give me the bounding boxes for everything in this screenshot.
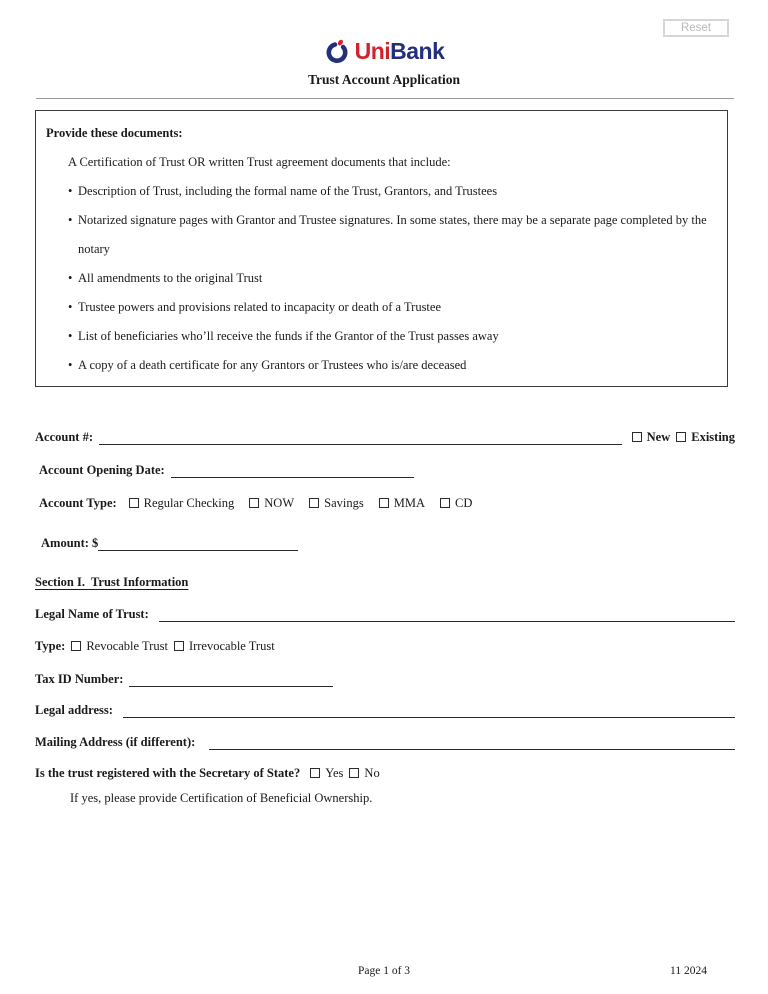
unibank-logo-text	[355, 38, 445, 65]
existing-label: Existing	[691, 429, 735, 444]
section1-heading-row	[35, 574, 735, 590]
page-footer	[0, 965, 768, 977]
documents-box	[35, 110, 728, 387]
brand-uni: Uni	[354, 37, 391, 64]
bullet-icon: •	[68, 299, 73, 314]
unibank-logo	[324, 37, 445, 65]
bullet-text: List of beneficiaries who’ll receive the funds if the Grantor of the Trust passes away	[78, 328, 499, 343]
regular-checking-option	[129, 495, 235, 511]
mma-checkbox[interactable]	[379, 498, 389, 508]
account-opening-date-label: Account Opening Date:	[39, 462, 165, 477]
existing-checkbox[interactable]	[676, 432, 686, 442]
document-bullet	[46, 351, 715, 380]
revocable-label: Revocable Trust	[86, 638, 168, 653]
bullet-text: Trustee powers and provisions related to incapacity or death of a Trustee	[78, 299, 442, 314]
bullet-icon: •	[68, 270, 73, 285]
revision-date: 11 2024	[670, 965, 707, 977]
registered-question-label: Is the trust registered with the Secretary of State?	[35, 765, 301, 780]
page-header	[0, 0, 768, 99]
cd-option	[440, 495, 472, 511]
tax-id-label: Tax ID Number:	[35, 671, 124, 686]
mailing-address-field[interactable]	[209, 737, 735, 750]
amount-label: Amount: $	[41, 535, 99, 550]
account-number-field[interactable]	[99, 432, 622, 445]
irrevocable-checkbox[interactable]	[174, 641, 184, 651]
form-area	[35, 429, 735, 806]
legal-name-row	[35, 606, 735, 622]
account-type-row	[39, 495, 735, 511]
section1-heading: Section I. Trust Information	[35, 574, 189, 589]
if-yes-note: If yes, please provide Certification of Beneficial Ownership.	[70, 790, 373, 805]
account-number-row	[35, 429, 735, 445]
account-opening-date-row	[39, 462, 735, 478]
documents-intro: A Certification of Trust OR written Trust agreement documents that include:	[68, 154, 451, 169]
no-label: No	[364, 765, 380, 780]
mma-option	[379, 495, 425, 511]
cd-checkbox[interactable]	[440, 498, 450, 508]
bullet-text: All amendments to the original Trust	[78, 270, 263, 285]
irrevocable-option	[174, 638, 275, 654]
yes-label: Yes	[325, 765, 344, 780]
amount-row	[41, 535, 735, 551]
now-label: NOW	[264, 495, 295, 510]
legal-address-field[interactable]	[123, 705, 735, 718]
revocable-option	[71, 638, 168, 654]
regular-checking-label: Regular Checking	[143, 495, 235, 510]
regular-checking-checkbox[interactable]	[129, 498, 139, 508]
document-bullet	[46, 206, 715, 264]
legal-address-label: Legal address:	[35, 702, 113, 717]
legal-name-field[interactable]	[159, 609, 735, 622]
legal-address-row	[35, 702, 735, 718]
new-option	[632, 429, 671, 445]
document-bullet	[46, 177, 715, 206]
bullet-icon: •	[68, 212, 73, 227]
savings-checkbox[interactable]	[309, 498, 319, 508]
legal-name-label: Legal Name of Trust:	[35, 606, 149, 621]
yes-option	[310, 765, 343, 781]
documents-box-heading: Provide these documents:	[46, 125, 183, 140]
trust-type-label: Type:	[35, 638, 66, 653]
bullet-icon: •	[68, 183, 73, 198]
no-option	[349, 765, 379, 781]
tax-id-field[interactable]	[129, 674, 333, 687]
document-bullet	[46, 293, 715, 322]
mailing-address-label: Mailing Address (if different):	[35, 734, 196, 749]
document-bullet	[46, 322, 715, 351]
bullet-text: Description of Trust, including the formal name of the Trust, Grantors, and Trustees	[78, 183, 498, 198]
cd-label: CD	[455, 495, 473, 510]
brand-bank: Bank	[390, 37, 445, 64]
new-label: New	[646, 429, 671, 444]
account-type-label: Account Type:	[39, 495, 117, 510]
unibank-logo-icon	[324, 38, 351, 65]
mma-label: MMA	[393, 495, 425, 510]
account-number-label: Account #:	[35, 429, 93, 444]
no-checkbox[interactable]	[349, 768, 359, 778]
bullet-text: A copy of a death certificate for any Grantors or Trustees who is/are deceased	[78, 357, 467, 372]
bullet-icon: •	[68, 328, 73, 343]
bullet-icon: •	[68, 357, 73, 372]
savings-label: Savings	[324, 495, 364, 510]
account-opening-date-field[interactable]	[171, 465, 414, 478]
bullet-text: Notarized signature pages with Grantor and Trustee signatures. In some states, there may be a separate page completed by the notary	[78, 212, 707, 256]
form-title: Trust Account Application	[307, 71, 461, 87]
new-checkbox[interactable]	[632, 432, 642, 442]
amount-field[interactable]	[98, 538, 298, 551]
reset-button[interactable]: Reset	[663, 19, 729, 37]
page-number: Page 1 of 3	[357, 965, 411, 977]
existing-option	[676, 429, 735, 445]
irrevocable-label: Irrevocable Trust	[188, 638, 275, 653]
now-option	[249, 495, 294, 511]
registered-question-row	[35, 765, 735, 781]
revocable-checkbox[interactable]	[71, 641, 81, 651]
savings-option	[309, 495, 364, 511]
document-bullet	[46, 264, 715, 293]
trust-type-row	[35, 638, 735, 654]
yes-checkbox[interactable]	[310, 768, 320, 778]
header-divider	[36, 98, 734, 99]
now-checkbox[interactable]	[249, 498, 259, 508]
mailing-address-row	[35, 734, 735, 750]
tax-id-row	[35, 671, 735, 687]
